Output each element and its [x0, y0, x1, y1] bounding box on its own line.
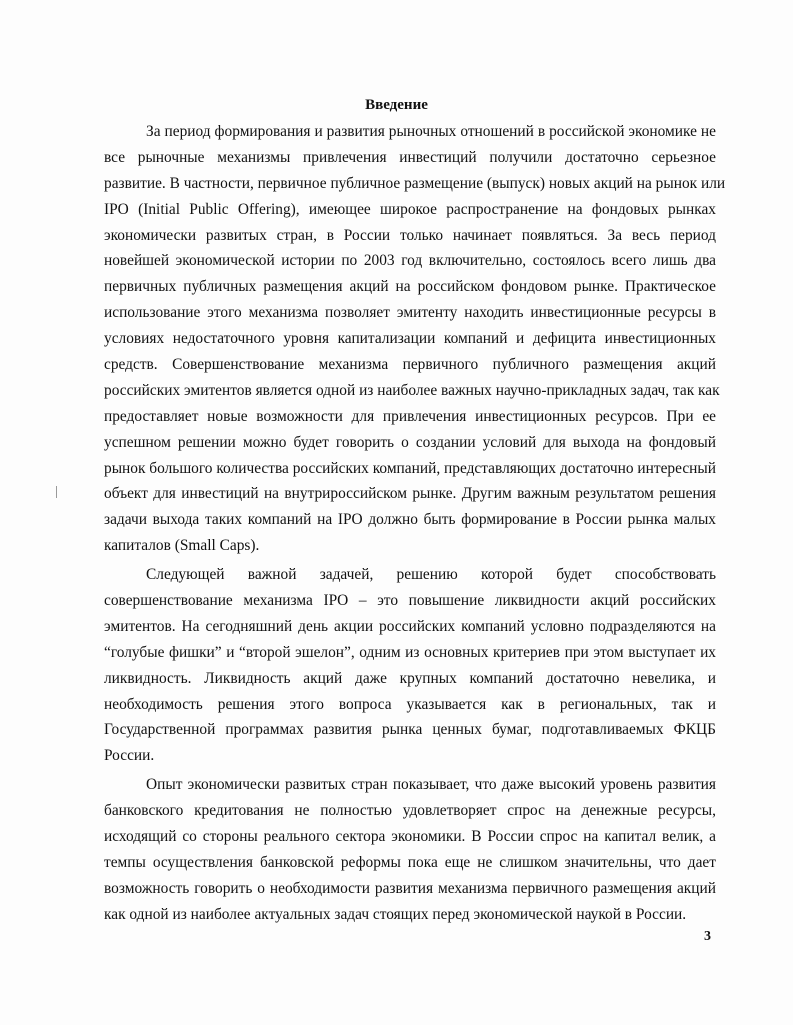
text-line: возможность говорить о необходимости развития механизма первичного размещения акций: [104, 879, 716, 897]
text-line: “голубые фишки” и “второй эшелон”, одним из основных критериев при этом выступает их: [104, 643, 716, 661]
paragraph-1: [104, 119, 726, 559]
text-line: Следующей важной задачей, решению которой будет способствовать: [146, 566, 716, 584]
text-line: экономически развитых стран, в России только начинает появляться. За весь период: [104, 226, 716, 244]
text-line: России.: [104, 747, 155, 765]
text-line: первичных публичных размещения акций на российском фондовом рынке. Практическое: [104, 278, 716, 296]
text-line: задачи выхода таких компаний на IPO должно быть формирование в России рынка малых: [104, 511, 716, 529]
text-line: капиталов (Small Caps).: [104, 537, 260, 555]
text-line: новейшей экономической истории по 2003 год включительно, состоялось всего лишь два: [104, 252, 716, 270]
text-line: рынок большого количества российских компаний, представляющих достаточно интересный: [104, 459, 716, 477]
page-title: Введение: [365, 97, 428, 113]
text-line: необходимость решения этого вопроса указывается как в региональных, так и: [104, 695, 716, 713]
text-line: Государственной программах развития рынка ценных бумаг, подготавливаемых ФКЦБ: [104, 721, 716, 739]
text-line: средств. Совершенствование механизма первичного публичного размещения акций: [104, 356, 716, 374]
paragraph-2: [104, 562, 716, 769]
body-text: [104, 119, 726, 928]
text-line: Опыт экономически развитых стран показывает, что даже высокий уровень развития: [146, 776, 716, 794]
text-line: успешном решении можно будет говорить о создании условий для выхода на фондовый: [104, 433, 716, 451]
text-line: предоставляет новые возможности для привлечения инвестиционных ресурсов. При ее: [104, 407, 716, 425]
text-line: условиях недостаточного уровня капитализации компаний и дефицита инвестиционных: [104, 330, 716, 348]
text-line: все рыночные механизмы привлечения инвестиций получили достаточно серьезное: [104, 148, 716, 166]
text-line: темпы осуществления банковской реформы пока еще не слишком значительны, что дает: [104, 853, 716, 871]
text-line: как одной из наиболее актуальных задач стоящих перед экономической наукой в России.: [104, 905, 687, 923]
margin-mark: [56, 486, 57, 498]
text-line: объект для инвестиций на внутрироссийском рынке. Другим важным результатом решения: [104, 485, 716, 503]
page-number: 3: [704, 929, 711, 944]
text-line: совершенствование механизма IPO – это повышение ликвидности акций российских: [104, 592, 716, 610]
text-line: ликвидность. Ликвидность акций даже крупных компаний достаточно невелика, и: [104, 669, 716, 687]
text-line: эмитентов. На сегодняшний день акции российских компаний условно подразделяются на: [104, 617, 716, 635]
text-line: российских эмитентов является одной из наиболее важных научно-прикладных задач, так как: [104, 381, 720, 399]
text-line: банковского кредитования не полностью удовлетворяет спрос на денежные ресурсы,: [104, 802, 716, 820]
text-line: исходящий со стороны реального сектора экономики. В России спрос на капитал велик, а: [104, 828, 716, 846]
text-line: IPO (Initial Public Offering), имеющее широкое распространение на фондовых рынках: [104, 200, 716, 218]
text-line: За период формирования и развития рыночных отношений в российской экономике не: [146, 123, 716, 140]
text-line: использование этого механизма позволяет эмитенту находить инвестиционные ресурсы в: [104, 304, 716, 322]
paragraph-3: [104, 772, 716, 927]
text-line: развитие. В частности, первичное публичное размещение (выпуск) новых акций на рынок или: [104, 174, 726, 192]
